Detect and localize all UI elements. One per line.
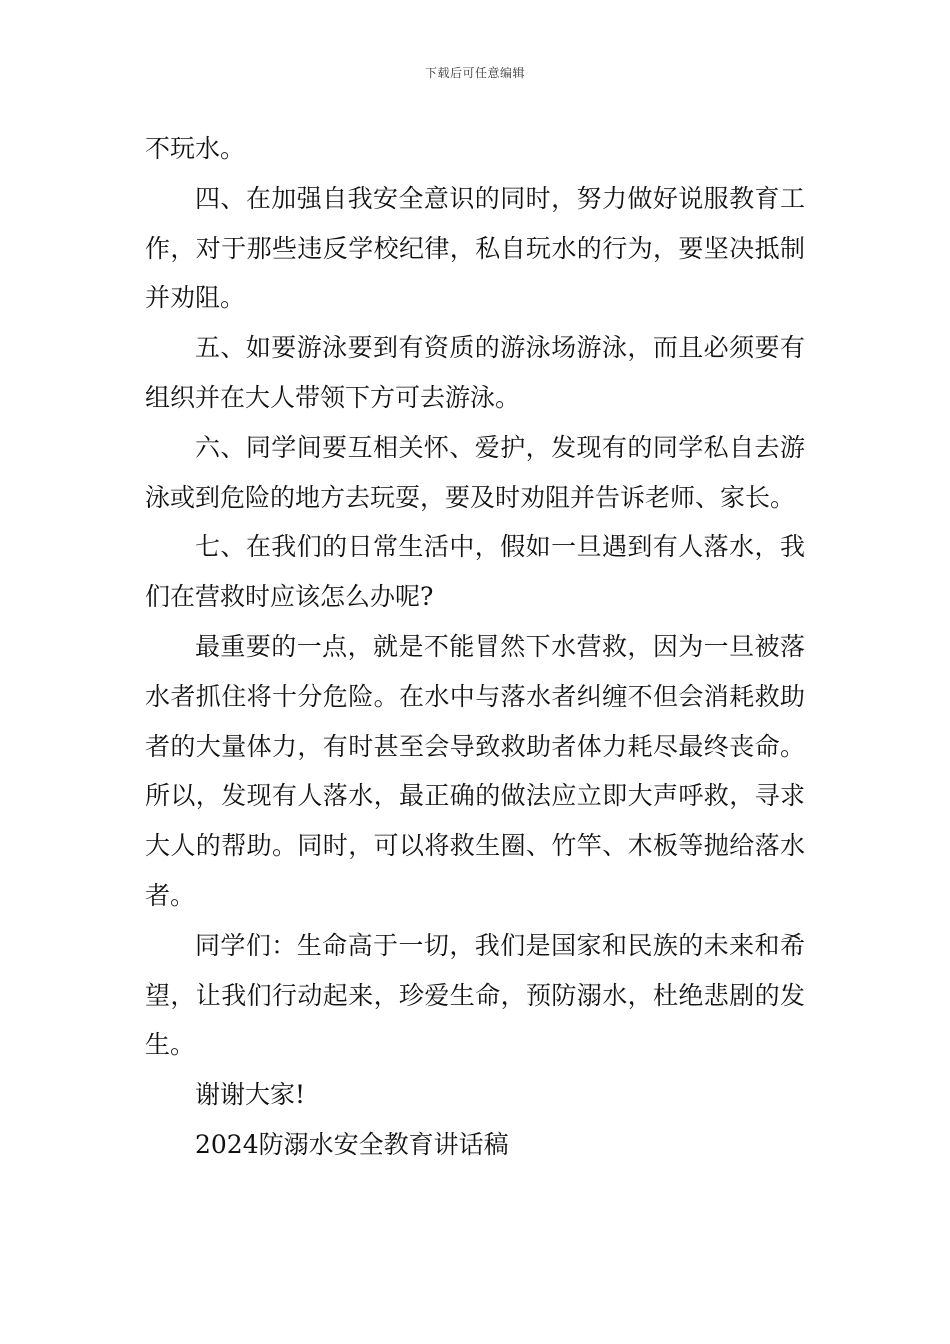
paragraph-item-five: 五、如要游泳要到有资质的游泳场游泳，而且必须要有组织并在大人带领下方可去游泳。 [145, 333, 805, 412]
header-note: 下载后可任意编辑 [424, 66, 525, 80]
paragraph-continuation: 不玩水。 [145, 134, 246, 163]
paragraph-item-four: 四、在加强自我安全意识的同时，努力做好说服教育工作，对于那些违反学校纪律，私自玩水的行为，要坚决抵制并劝阻。 [145, 183, 805, 313]
document-body [145, 124, 805, 1170]
paragraph-conclusion: 同学们：生命高于一切，我们是国家和民族的未来和希望，让我们行动起来，珍爱生命，预防溺水，杜绝悲剧的发生。 [145, 930, 805, 1060]
paragraph-item-seven: 七、在我们的日常生活中，假如一旦遇到有人落水，我们在营救时应该怎么办呢? [145, 532, 805, 612]
paragraph-next-title: 2024防溺水安全教育讲话稿 [195, 1129, 509, 1159]
paragraph-rescue-advice: 最重要的一点，就是不能冒然下水营救，因为一旦被落水者抓住将十分危险。在水中与落水者纠缠不但会消耗救助者的大量体力，有时甚至会导致救助者体力耗尽最终丧命。所以，发现有人落水，最正确的做法应立即大声呼救，寻求大人的帮助。同时，可以将救生圈、竹竿、木板等抛给落水者。 [145, 631, 805, 910]
paragraph-item-six: 六、同学间要互相关怀、爱护，发现有的同学私自去游泳或到危险的地方去玩耍，要及时劝阻并告诉老师、家长。 [145, 432, 805, 512]
paragraph-thanks: 谢谢大家! [195, 1080, 306, 1110]
